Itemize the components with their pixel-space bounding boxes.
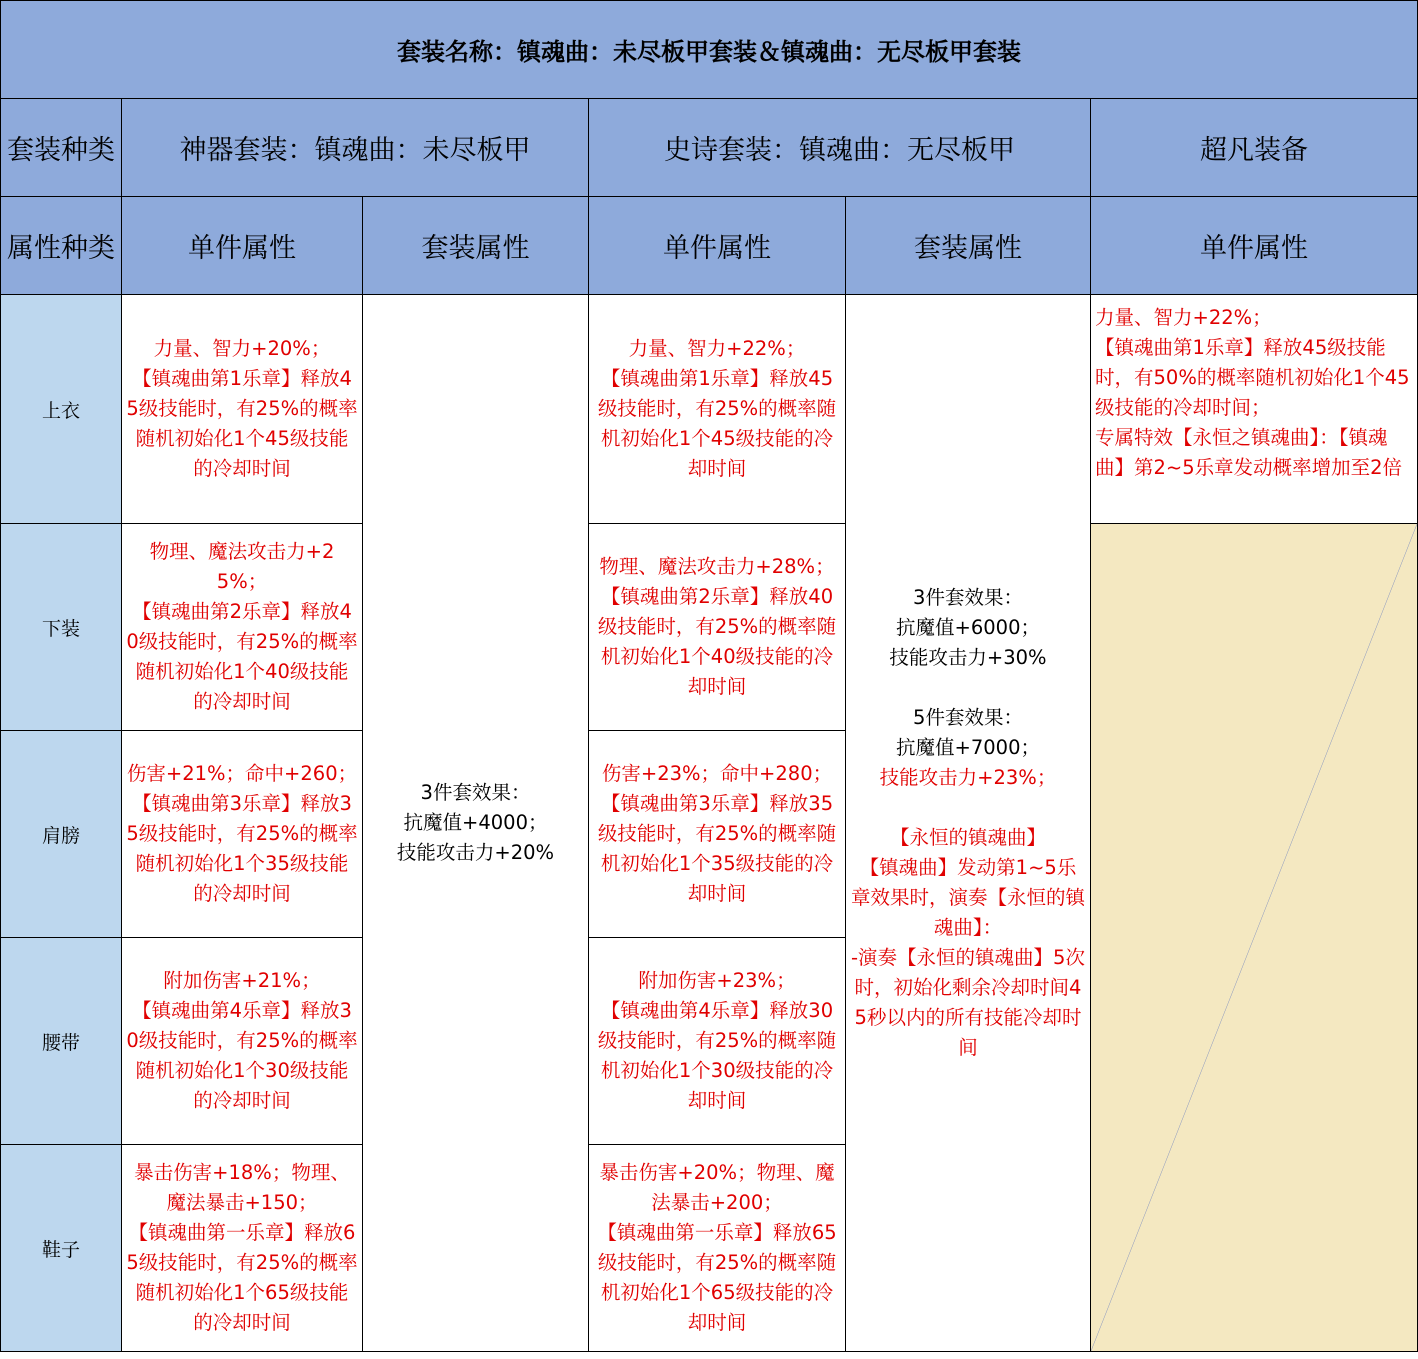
- artifact-top-effect: 【镇魂曲第1乐章】释放45级技能时，有25%的概率随机初始化1个45级技能的冷却时间: [126, 367, 358, 480]
- epic-top-stat: 力量、智力+22%；: [628, 337, 806, 360]
- transcend-top-stat: 力量、智力+22%；: [1095, 306, 1272, 329]
- diagonal-slash: [1091, 524, 1417, 1351]
- epic-belt-stat: 附加伤害+23%；: [638, 969, 796, 992]
- artifact-belt-stat: 附加伤害+21%；: [163, 969, 321, 992]
- artifact-bottom-effect: 【镇魂曲第2乐章】释放40级技能时，有25%的概率随机初始化1个40级技能的冷却时间: [126, 600, 358, 713]
- table-title: 套装名称：镇魂曲：未尽板甲套装＆镇魂曲：无尽板甲套装: [1, 1, 1418, 99]
- artifact-shoes-effect: 【镇魂曲第一乐章】释放65级技能时，有25%的概率随机初始化1个65级技能的冷却时间: [126, 1221, 358, 1334]
- artifact-shoulder-stat: 伤害+21%；命中+260；: [126, 762, 358, 785]
- artifact-set-attr-header: 套装属性: [363, 197, 589, 295]
- epic-bottom-attr: [589, 524, 846, 731]
- epic-shoulder-attr: [589, 731, 846, 938]
- artifact-single-attr-header: 单件属性: [122, 197, 363, 295]
- epic-set-5-line-2: 技能攻击力+23%；: [879, 766, 1057, 789]
- slot-label-shoes: 鞋子: [1, 1145, 122, 1352]
- slot-label-bottom: 下装: [1, 524, 122, 731]
- artifact-shoes-attr: [122, 1145, 363, 1352]
- artifact-top-stat: 力量、智力+20%；: [153, 337, 331, 360]
- artifact-set-title: 3件套效果：: [420, 781, 531, 804]
- epic-special-line-2: -演奏【永恒的镇魂曲】5次时，初始化剩余冷却时间45秒以内的所有技能冷却时间: [851, 946, 1085, 1059]
- epic-bottom-effect: 【镇魂曲第2乐章】释放40级技能时，有25%的概率随机初始化1个40级技能的冷却时间: [597, 585, 837, 698]
- transcend-top-attr: [1091, 295, 1418, 524]
- attr-type-label: 属性种类: [1, 197, 122, 295]
- set-type-label: 套装种类: [1, 99, 122, 197]
- epic-special-line-1: 【镇魂曲】发动第1~5乐章效果时，演奏【永恒的镇魂曲】：: [850, 856, 1085, 939]
- transcend-single-attr-header: 单件属性: [1091, 197, 1418, 295]
- epic-belt-effect: 【镇魂曲第4乐章】释放30级技能时，有25%的概率随机初始化1个30级技能的冷却时间: [597, 999, 837, 1112]
- artifact-bottom-stat: 物理、魔法攻击力+25%；: [149, 540, 335, 593]
- epic-top-attr: [589, 295, 846, 524]
- epic-shoulder-effect: 【镇魂曲第3乐章】释放35级技能时，有25%的概率随机初始化1个35级技能的冷却时间: [597, 792, 837, 905]
- transcend-empty-area: [1091, 524, 1418, 1352]
- epic-single-attr-header: 单件属性: [589, 197, 846, 295]
- epic-bottom-stat: 物理、魔法攻击力+28%；: [599, 555, 835, 578]
- slot-label-top: 上衣: [1, 295, 122, 524]
- epic-top-effect: 【镇魂曲第1乐章】释放45级技能时，有25%的概率随机初始化1个45级技能的冷却时间: [597, 367, 837, 480]
- epic-belt-attr: [589, 938, 846, 1145]
- artifact-set-effect: [363, 295, 589, 1352]
- epic-set-3-title: 3件套效果：: [913, 586, 1023, 609]
- artifact-set-line-1: 抗魔值+4000；: [403, 811, 548, 834]
- epic-set-name: 史诗套装：镇魂曲：无尽板甲: [589, 99, 1091, 197]
- artifact-shoes-stat: 暴击伤害+18%；物理、魔法暴击+150；: [134, 1161, 350, 1214]
- epic-set-attr-header: 套装属性: [846, 197, 1091, 295]
- transcend-top-special: 专属特效【永恒之镇魂曲】：【镇魂曲】第2~5乐章发动概率增加至2倍: [1095, 426, 1403, 479]
- epic-shoes-effect: 【镇魂曲第一乐章】释放65级技能时，有25%的概率随机初始化1个65级技能的冷却时间: [597, 1221, 837, 1334]
- epic-set-3-line-1: 抗魔值+6000；: [896, 616, 1040, 639]
- artifact-belt-attr: [122, 938, 363, 1145]
- artifact-set-line-2: 技能攻击力+20%: [396, 841, 555, 864]
- slot-label-belt: 腰带: [1, 938, 122, 1145]
- epic-set-effect: [846, 295, 1091, 1352]
- artifact-set-name: 神器套装：镇魂曲：未尽板甲: [122, 99, 589, 197]
- artifact-shoulder-effect: 【镇魂曲第3乐章】释放35级技能时，有25%的概率随机初始化1个35级技能的冷却时间: [126, 792, 358, 905]
- epic-set-3-line-2: 技能攻击力+30%: [889, 646, 1047, 669]
- epic-set-5-title: 5件套效果：: [913, 706, 1023, 729]
- epic-shoulder-stat: 伤害+23%；命中+280；: [601, 762, 833, 785]
- epic-special-title: 【永恒的镇魂曲】: [889, 826, 1046, 849]
- epic-shoes-stat: 暴击伤害+20%；物理、魔法暴击+200；: [599, 1161, 835, 1214]
- epic-set-5-line-1: 抗魔值+7000；: [896, 736, 1040, 759]
- artifact-top-attr: [122, 295, 363, 524]
- transcend-top-effect: 【镇魂曲第1乐章】释放45级技能时，有50%的概率随机初始化1个45级技能的冷却时间；: [1095, 336, 1410, 419]
- slot-label-shoulder: 肩膀: [1, 731, 122, 938]
- transcend-equip-header: 超凡装备: [1091, 99, 1418, 197]
- artifact-bottom-attr: [122, 524, 363, 731]
- epic-shoes-attr: [589, 1145, 846, 1352]
- artifact-belt-effect: 【镇魂曲第4乐章】释放30级技能时，有25%的概率随机初始化1个30级技能的冷却时间: [126, 999, 358, 1112]
- artifact-shoulder-attr: [122, 731, 363, 938]
